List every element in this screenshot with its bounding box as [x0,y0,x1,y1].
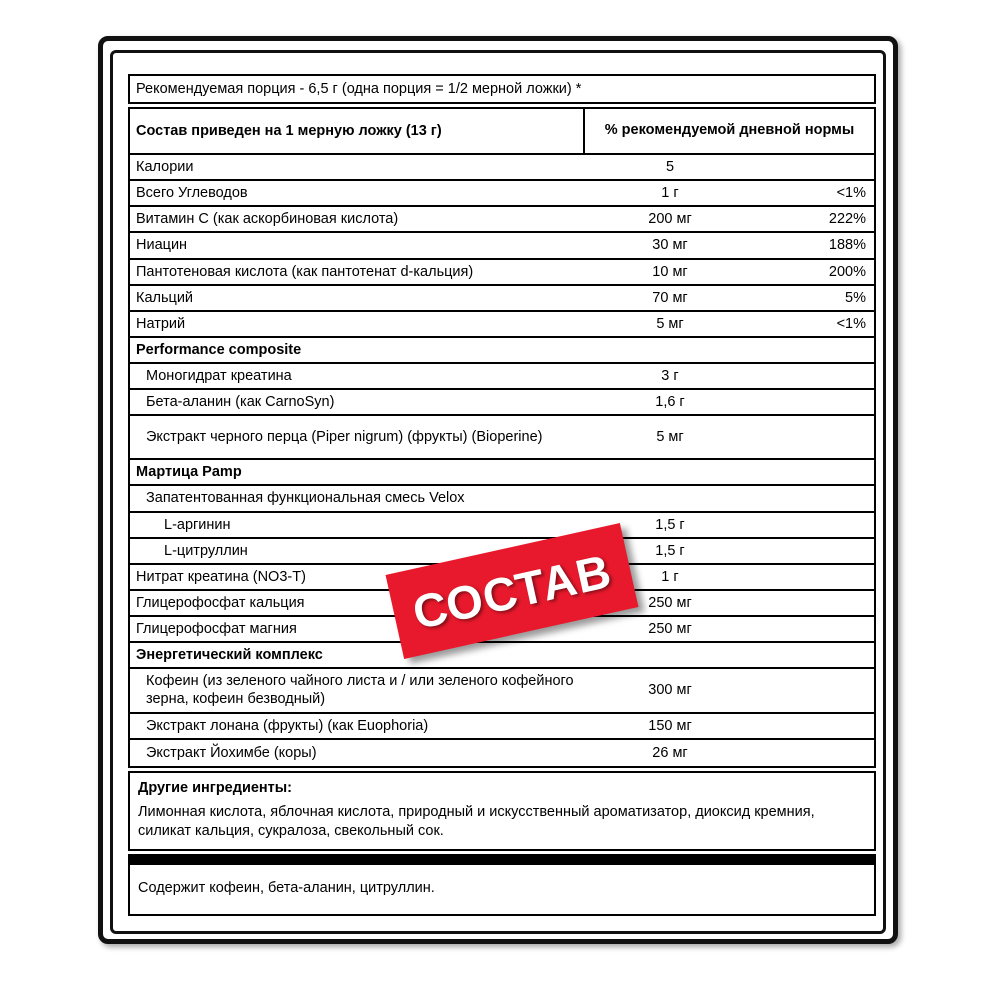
row-amount: 5 [665,159,675,175]
table-row [130,312,874,338]
row-ingredient-name: Глицерофосфат магния [136,621,297,637]
row-daily-value [755,338,874,362]
row-amount: 150 мг [648,717,692,734]
row-ingredient-name: Бета-аланин (как CarnoSyn) [146,394,335,411]
table-row [130,155,874,181]
row-daily-value [755,617,874,641]
supplement-facts-table [128,74,876,916]
row-ingredient-name: Мартица Pamp [136,464,242,481]
row-daily-value [755,513,874,537]
row-ingredient-name: Витамин C (как аскорбиновая кислота) [136,211,399,228]
header-daily-value-label: % рекомендуемой дневной нормы [604,122,855,139]
table-row [130,416,874,460]
row-amount: 1 г [661,568,679,585]
row-ingredient-name: Калории [136,159,194,175]
row-daily-value [755,643,874,667]
row-daily-value: 222% [828,211,866,228]
row-daily-value: 200% [828,263,866,280]
row-daily-value [755,740,874,766]
row-ingredient-name: Глицерофосфат кальция [136,594,305,611]
row-daily-value [755,460,874,484]
table-row [130,207,874,233]
table-row [130,740,874,766]
table-row [130,338,874,364]
contains-statement-text: Содержит кофеин, бета-аланин, цитруллин. [138,880,435,897]
row-ingredient-name: Кофеин (из зеленого чайного листа и / или зеленого кофейного зерна, кофеин безводный) [146,673,574,708]
row-daily-value [755,591,874,615]
row-amount [585,643,755,667]
row-ingredient-name: Кальций [136,289,194,306]
other-ingredients-title: Другие ингредиенты: [138,779,292,796]
serving-size-text: Рекомендуемая порция - 6,5 г (одна порция = 1/2 мерной ложки) * [136,81,582,97]
row-amount: 300 мг [648,682,692,699]
row-amount: 30 мг [652,237,688,254]
table-row [130,233,874,259]
table-row [130,486,874,512]
row-daily-value: 188% [828,237,866,254]
row-amount: 3 г [661,368,679,384]
row-daily-value [755,565,874,589]
row-amount: 250 мг [648,621,692,637]
table-row [130,364,874,390]
table-row [130,669,874,713]
row-amount: 1,5 г [655,542,685,559]
row-amount: 1,5 г [655,516,685,533]
table-row [130,714,874,740]
row-daily-value [755,155,874,179]
section-divider-bar [128,854,876,863]
table-row [130,513,874,539]
table-row [130,286,874,312]
sostav-stamp-label: СОСТАВ [407,543,617,639]
header-basis-label: Состав приведен на 1 мерную ложку (13 г) [130,109,585,153]
row-daily-value [755,714,874,738]
row-amount [585,486,755,510]
contains-statement-block [128,863,876,916]
row-daily-value [755,416,874,458]
other-ingredients-body: Лимонная кислота, яблочная кислота, природный и искусственный ароматизатор, диоксид кремния, силикат кальция, сукралоза, свекольный сок. [138,804,815,840]
row-ingredient-name: L-цитруллин [164,542,248,559]
other-ingredients-text [130,773,874,850]
serving-size-row [130,76,874,102]
row-amount: 26 мг [652,744,688,761]
row-ingredient-name: Performance composite [136,341,302,358]
row-amount: 250 мг [648,594,692,611]
row-ingredient-name: Экстракт черного перца (Piper nigrum) (фрукты) (Bioperine) [146,429,543,446]
row-amount: 10 мг [652,263,688,280]
row-amount: 1 г [661,185,679,202]
row-ingredient-name: Энергетический комплекс [136,647,323,664]
row-ingredient-name: Всего Углеводов [136,185,248,202]
row-ingredient-name: Натрий [136,315,186,332]
row-amount: 5 мг [656,429,684,446]
table-row [130,390,874,416]
nutrition-table-block [128,107,876,768]
table-header-row [130,109,874,155]
row-amount: 1,6 г [655,394,685,411]
row-ingredient-name: Экстракт лонана (фрукты) (как Euophoria) [146,717,429,734]
row-amount: 5 мг [656,315,684,332]
nutrient-rows-host [130,155,874,766]
row-daily-value [755,390,874,414]
table-row [130,260,874,286]
row-ingredient-name: Пантотеновая кислота (как пантотенат d-кальция) [136,263,474,280]
row-daily-value [755,539,874,563]
row-daily-value [755,486,874,510]
other-ingredients-block [128,771,876,852]
serving-size-block [128,74,876,104]
row-daily-value [755,364,874,388]
row-ingredient-name: Запатентованная функциональная смесь Velox [146,490,465,507]
row-ingredient-name: Ниацин [136,237,188,254]
row-ingredient-name: L-аргинин [164,516,231,533]
row-amount [585,460,755,484]
table-row [130,460,874,486]
table-row [130,181,874,207]
row-amount: 200 мг [648,211,692,228]
row-daily-value [755,669,874,711]
row-amount: 70 мг [652,289,688,306]
row-daily-value: <1% [836,185,866,202]
row-ingredient-name: Моногидрат креатина [146,368,292,384]
row-daily-value: <1% [836,315,866,332]
row-amount [585,338,755,362]
row-ingredient-name: Экстракт Йохимбе (коры) [146,744,317,761]
table-row [130,643,874,669]
row-daily-value: 5% [845,289,866,306]
row-ingredient-name: Нитрат креатина (NO3-T) [136,568,306,585]
